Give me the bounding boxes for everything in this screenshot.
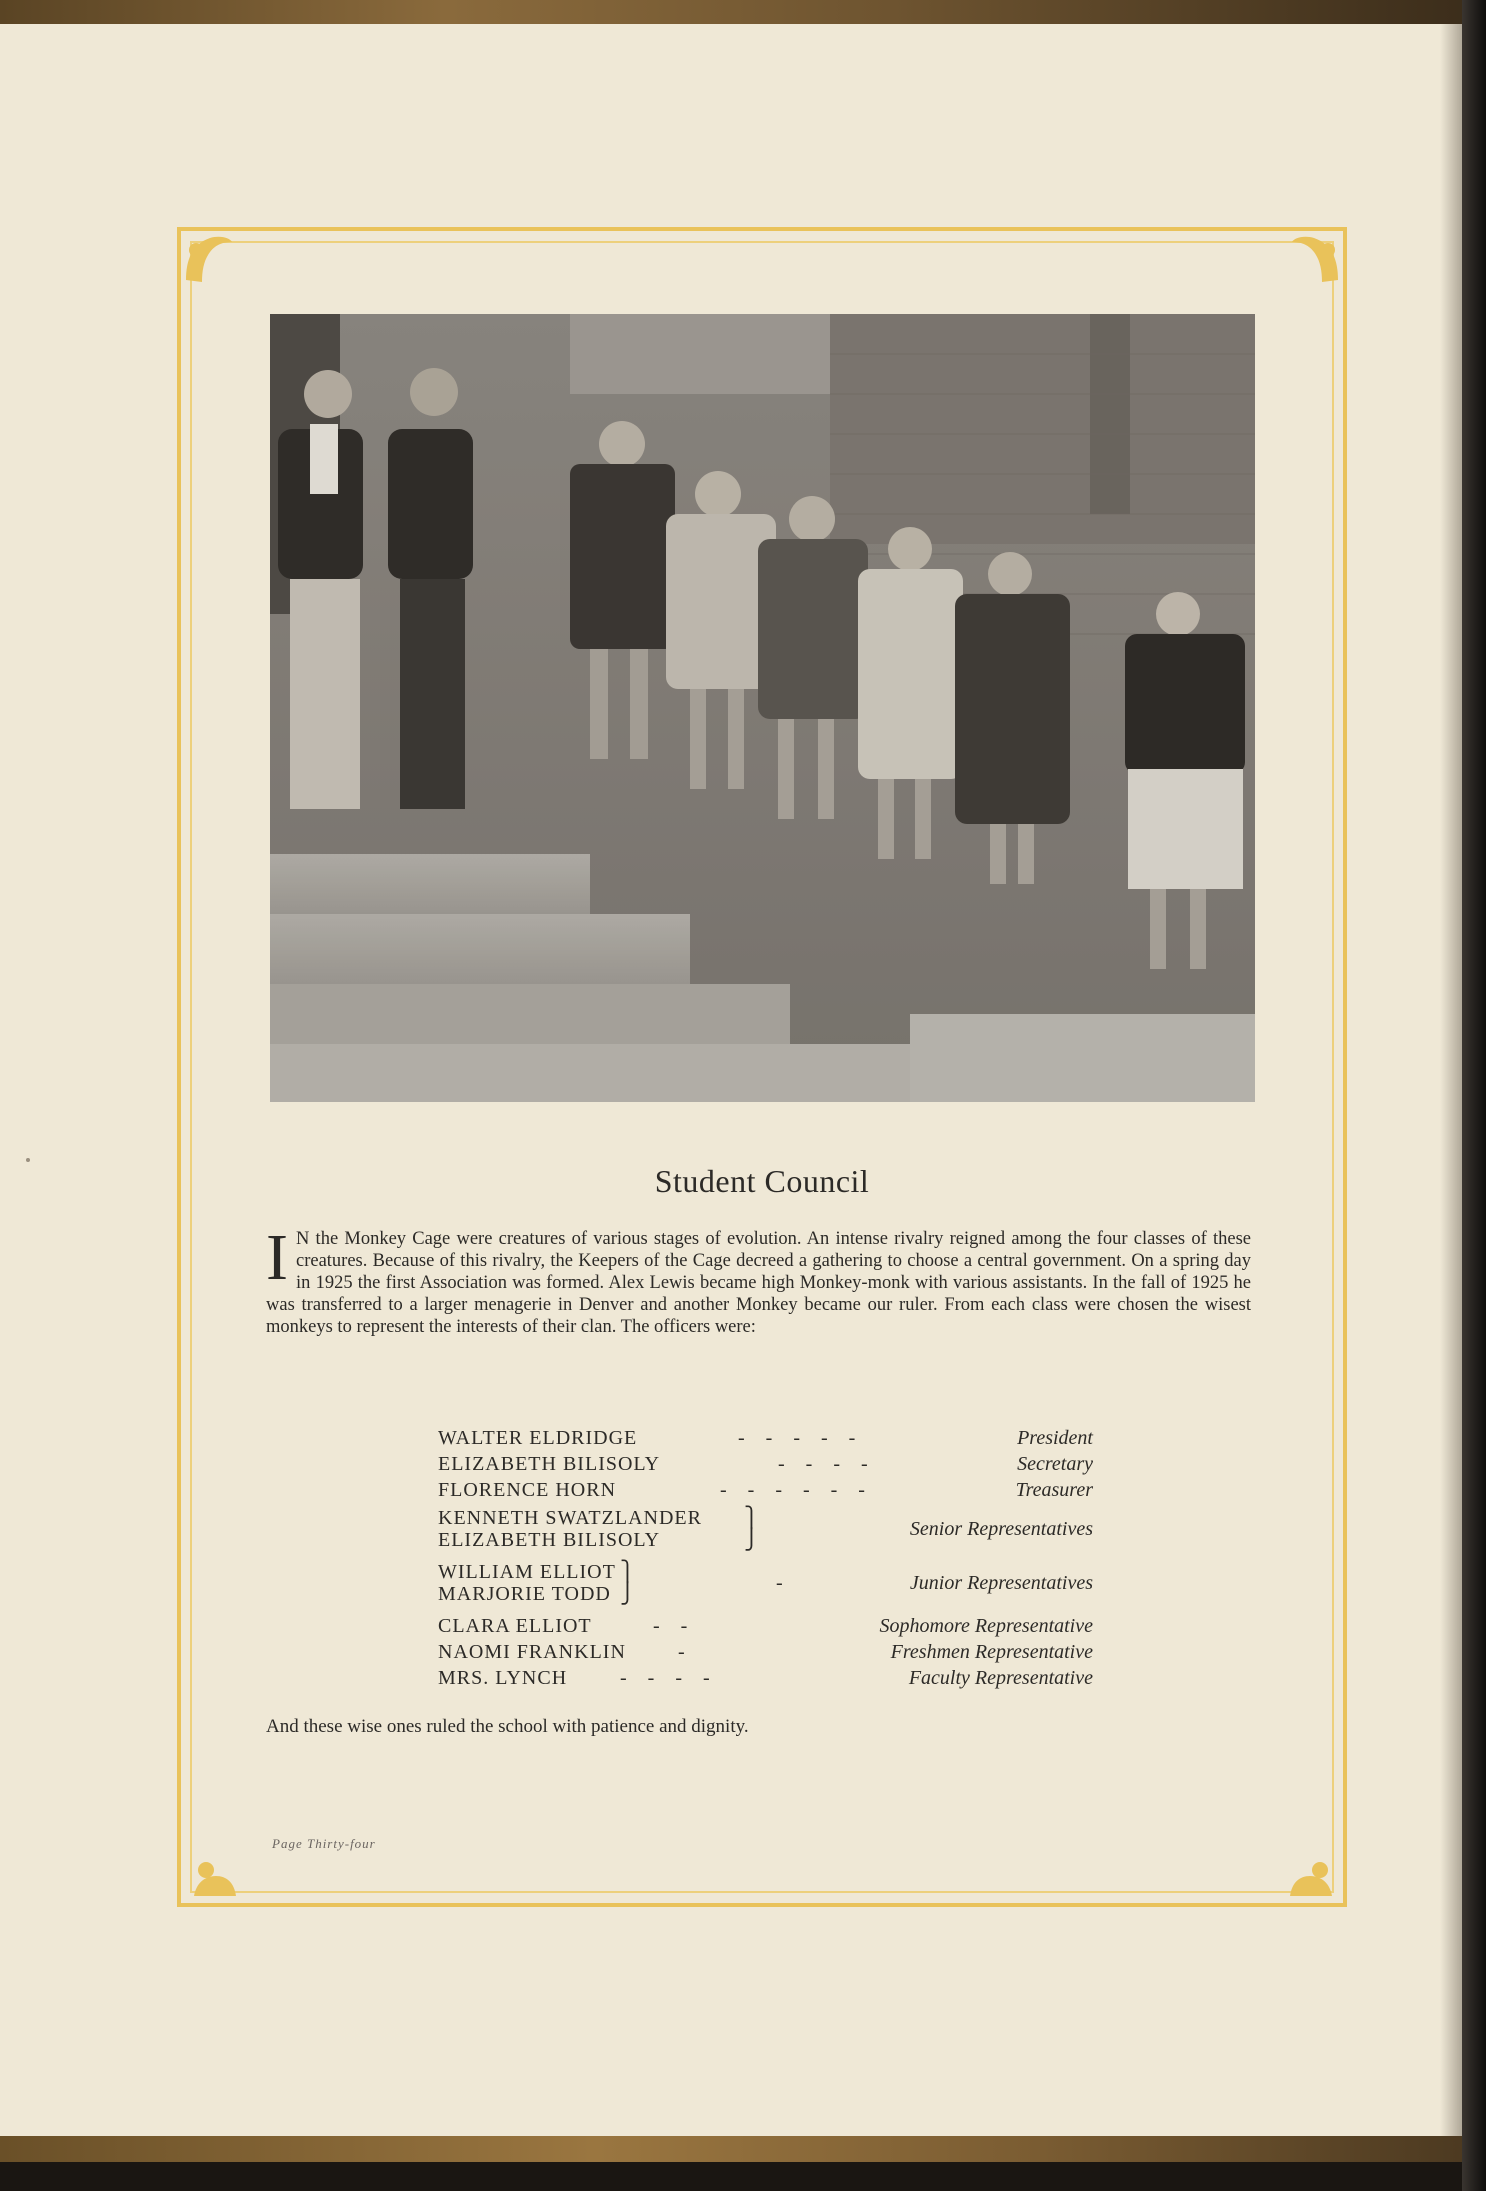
- officer-name: NAOMI FRANKLIN: [438, 1641, 626, 1663]
- officer-name: CLARA ELLIOT: [438, 1615, 592, 1637]
- group-photo-icon: [270, 314, 1255, 1102]
- officer-dashes: -: [776, 1572, 783, 1594]
- book-spine: [1462, 0, 1486, 2191]
- officer-row: [438, 1615, 1093, 1641]
- officer-role: Senior Representatives: [909, 1518, 1093, 1540]
- officer-name: KENNETH SWATZLANDER: [438, 1507, 702, 1529]
- drop-cap: I: [266, 1221, 288, 1294]
- officer-name: MRS. LYNCH: [438, 1667, 568, 1689]
- officer-name: ELIZABETH BILISOLY: [438, 1529, 661, 1551]
- intro-paragraph: [266, 1221, 1251, 1338]
- officer-dashes: - - - - -: [738, 1427, 864, 1449]
- officer-dashes: - - - - - -: [720, 1479, 873, 1501]
- officer-group: [438, 1507, 1093, 1553]
- officer-brace: ⎫ ⎭: [620, 1561, 635, 1605]
- page-shadow: [1440, 24, 1464, 2138]
- officer-dashes: - - - -: [620, 1667, 718, 1689]
- officer-row: [438, 1641, 1093, 1667]
- officer-dashes: - - - -: [778, 1453, 876, 1475]
- section-title: Student Council: [654, 1163, 870, 1199]
- officer-row: [438, 1479, 1093, 1505]
- top-page-edge: [0, 0, 1486, 26]
- officer-role: Junior Representatives: [909, 1572, 1093, 1594]
- paragraph-text: N the Monkey Cage were creatures of various stages of evolution. An intense rivalry reigned among the four classes of these creatures. Because of this rivalry, the Keepers of the Cage decreed a gathering to choose a central government. On a spring day in 1925 the first Association was formed. Alex Lewis became high Monkey-monk with various assistants. In the fall of 1925 he was transferred to a larger menagerie in Denver and another Monkey became our ruler. From each class were chosen the wisest monkeys to represent the interests of their clan. The officers were:: [266, 1229, 1251, 1337]
- monkey-ornament-icon: [1288, 230, 1344, 286]
- officers-list: [438, 1427, 1093, 1693]
- monkey-ornament-icon: [1284, 1846, 1340, 1902]
- officer-role: Faculty Representative: [908, 1667, 1093, 1689]
- officer-name: WILLIAM ELLIOT: [438, 1561, 616, 1583]
- officer-name: ELIZABETH BILISOLY: [438, 1453, 661, 1475]
- monkey-ornament-icon: [180, 230, 236, 286]
- officer-dashes: - -: [653, 1615, 696, 1637]
- group-photo: [270, 314, 1255, 1102]
- officer-dashes: -: [678, 1641, 693, 1663]
- officer-role: Sophomore Representative: [879, 1615, 1093, 1637]
- officer-role: Freshmen Representative: [890, 1641, 1093, 1663]
- officer-name: MARJORIE TODD: [438, 1583, 611, 1605]
- officer-role: President: [1017, 1427, 1093, 1449]
- officer-name: FLORENCE HORN: [438, 1479, 617, 1501]
- officer-row: [438, 1667, 1093, 1693]
- officer-role: Secretary: [1017, 1453, 1093, 1475]
- monkey-ornament-icon: [186, 1846, 242, 1902]
- bottom-page-edge: [0, 2136, 1486, 2162]
- page-number: Page Thirty-four: [272, 1836, 376, 1851]
- officer-row: [438, 1427, 1093, 1453]
- officer-row: [438, 1453, 1093, 1479]
- officer-brace: ⎫ ⎭: [744, 1507, 759, 1551]
- paper-speck: [26, 1158, 30, 1162]
- officer-name: WALTER ELDRIDGE: [438, 1427, 638, 1449]
- officer-role: Treasurer: [1015, 1479, 1093, 1501]
- officer-group: [438, 1561, 1093, 1607]
- closing-sentence: And these wise ones ruled the school with patience and dignity.: [266, 1716, 749, 1737]
